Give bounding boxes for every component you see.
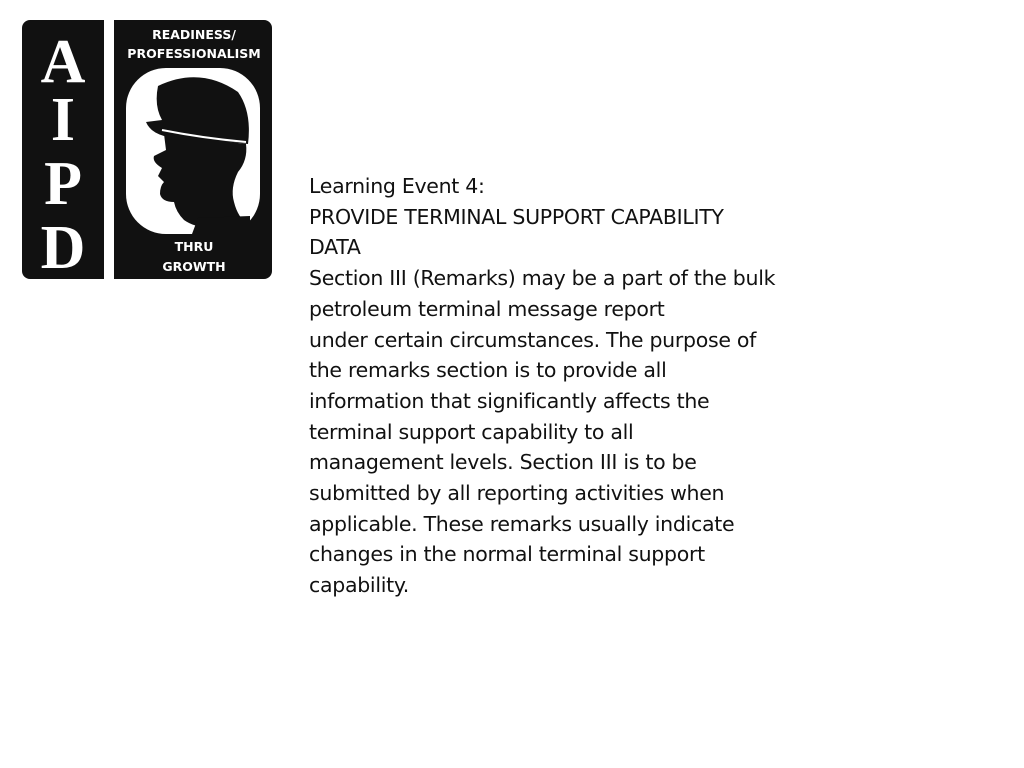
emblem-letter-i: I bbox=[50, 86, 76, 154]
aipd-emblem bbox=[22, 20, 272, 279]
emblem-top-line-1: READINESS/ bbox=[152, 27, 236, 42]
body-text-line: changes in the normal terminal support bbox=[309, 542, 705, 567]
body-text-line: the remarks section is to provide all bbox=[309, 358, 667, 383]
emblem-bottom-line-1: THRU bbox=[174, 239, 214, 254]
body-text-line: petroleum terminal message report bbox=[309, 296, 665, 321]
aipd-emblem-graphic bbox=[22, 20, 272, 279]
body-text-line: terminal support capability to all bbox=[309, 419, 634, 444]
body-text-line: information that significantly affects the bbox=[309, 388, 710, 413]
emblem-letter-p: P bbox=[44, 150, 82, 218]
body-text-line: capability. bbox=[309, 573, 409, 598]
learning-event-text bbox=[309, 171, 809, 601]
body-text-line: Section III (Remarks) may be a part of the bulk bbox=[309, 266, 776, 291]
learning-event-title-line: PROVIDE TERMINAL SUPPORT CAPABILITY bbox=[309, 204, 724, 229]
body-text-line: under certain circumstances. The purpose of bbox=[309, 327, 757, 352]
emblem-bottom-line-2: GROWTH bbox=[162, 259, 226, 274]
emblem-top-line-2: PROFESSIONALISM bbox=[127, 46, 261, 61]
emblem-divider bbox=[104, 20, 114, 279]
emblem-letter-a: A bbox=[40, 28, 86, 96]
body-text-line: management levels. Section III is to be bbox=[309, 450, 697, 475]
learning-event-heading: Learning Event 4: bbox=[309, 174, 485, 198]
body-text-line: submitted by all reporting activities when bbox=[309, 481, 725, 506]
body-text-line: applicable. These remarks usually indicate bbox=[309, 511, 735, 536]
learning-event-title-line: DATA bbox=[309, 235, 361, 260]
emblem-letter-d: D bbox=[40, 214, 86, 279]
